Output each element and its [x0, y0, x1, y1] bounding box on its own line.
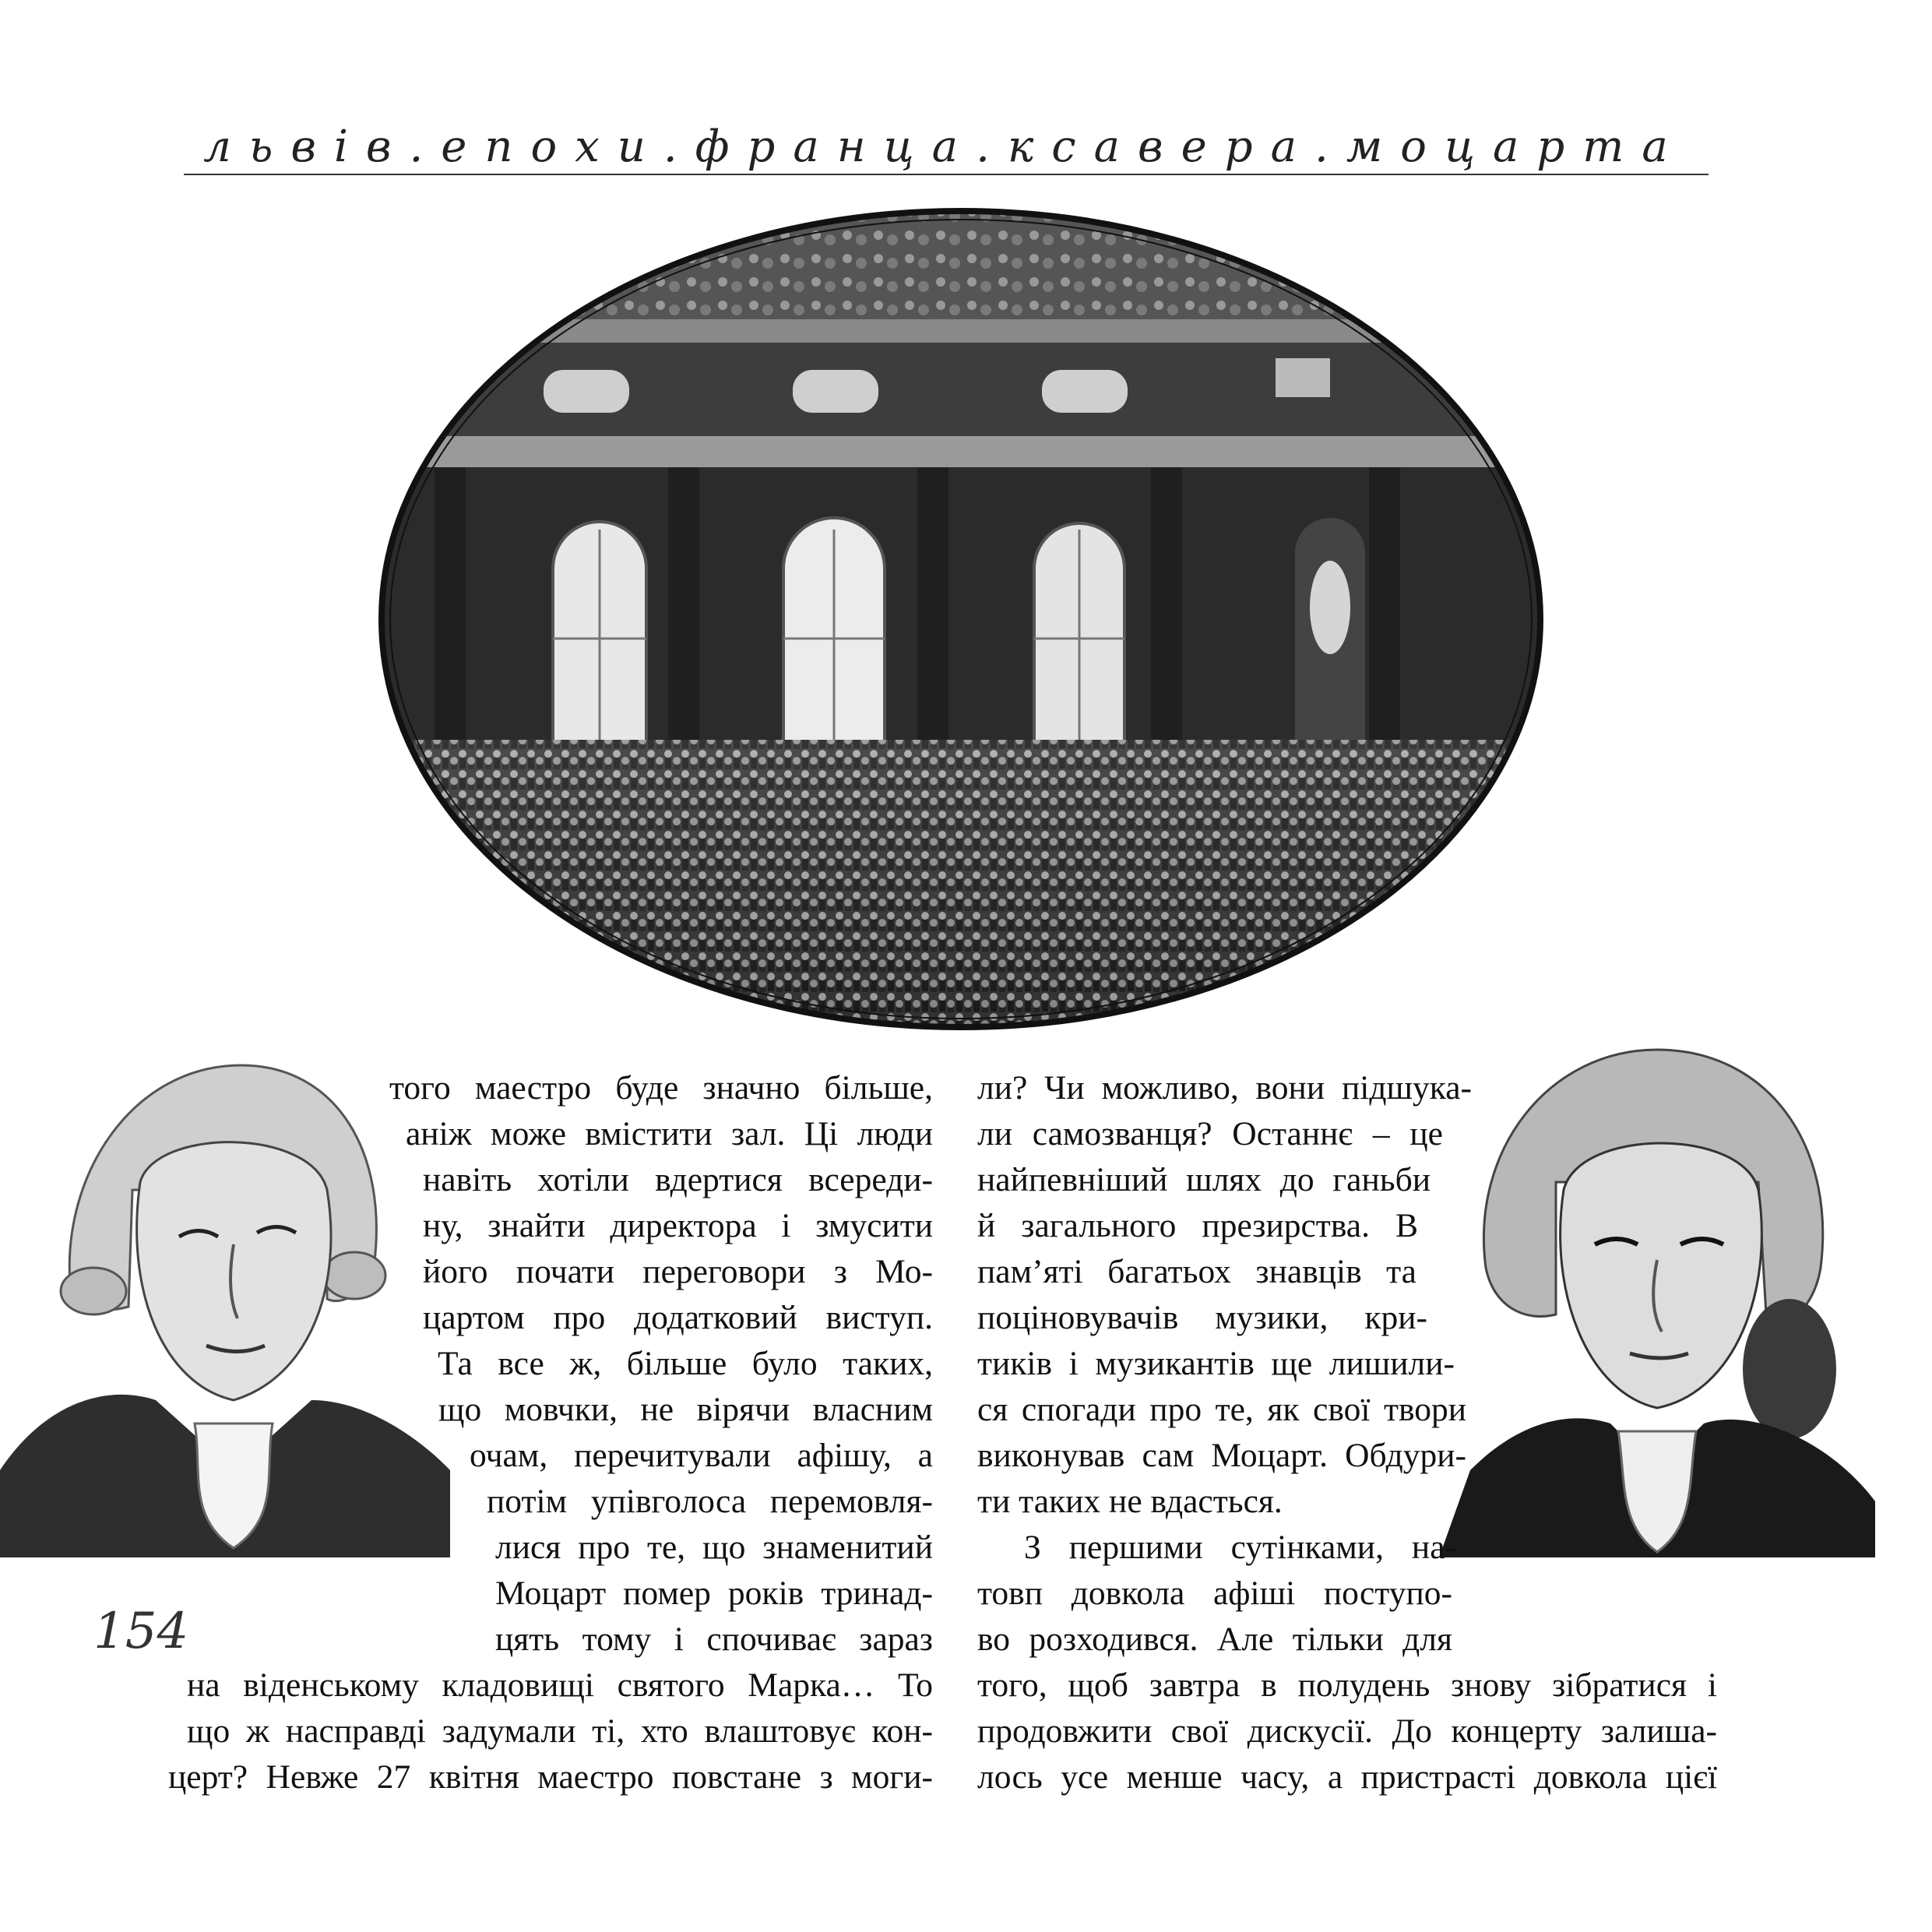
right-column-line: ли самозванця? Останнє – це [977, 1115, 1443, 1153]
header-rule [184, 174, 1709, 175]
left-column-line: того маестро буде значно більше, [389, 1069, 933, 1107]
left-column-line: що ж насправді задумали ті, хто влаштовує кон- [187, 1712, 933, 1750]
right-column-line: З першими сутінками, на- [1024, 1529, 1456, 1566]
right-column-line: того, щоб завтра в полудень знову зібратися і [977, 1666, 1717, 1704]
right-column-line: во розходився. Але тільки для [977, 1621, 1452, 1658]
left-column-line: очам, перечитували афішу, а [470, 1437, 933, 1474]
right-column-line: ся спогади про те, як свої твори [977, 1391, 1466, 1428]
left-column-line: цять тому і спочиває зараз [495, 1621, 933, 1658]
right-column-line: лось усе менше часу, а пристрасті довкола цієї [977, 1758, 1717, 1796]
left-column-line: лися про те, що знаменитий [495, 1529, 933, 1566]
left-column-line: Моцарт помер років тринад- [495, 1575, 933, 1612]
right-column-line: тиків і музикантів ще лишили- [977, 1345, 1455, 1382]
left-column-line: що мовчки, не вірячи власним [438, 1391, 933, 1428]
running-header: львів.епохи.франца.ксавера.моцарта [203, 121, 1686, 172]
left-column-line: потім упівголоса перемовля- [487, 1483, 933, 1520]
right-column-line: пам’яті багатьох знавців та [977, 1253, 1416, 1290]
right-column-line: й загального презирства. В [977, 1207, 1418, 1244]
left-column-line: церт? Невже 27 квітня маестро повстане з моги- [168, 1758, 933, 1796]
right-column-line: товп довкола афіші поступо- [977, 1575, 1452, 1612]
right-column-line: ти таких не вдасться. [977, 1483, 1283, 1520]
page-number: 154 [93, 1603, 189, 1660]
left-column-line: навіть хотіли вдертися всереди- [423, 1161, 933, 1198]
right-column-line: найпевніший шлях до ганьби [977, 1161, 1431, 1198]
concert-hall-engraving [372, 202, 1550, 1036]
left-column-line: цартом про додатковий виступ. [423, 1299, 933, 1336]
right-column-line: виконував сам Моцарт. Обдури- [977, 1437, 1466, 1474]
right-column-line: продовжити свої дискусії. До концерту залиша- [977, 1712, 1717, 1750]
left-column-line: аніж може вмістити зал. Ці люди [406, 1115, 933, 1153]
right-column-line: поціновувачів музики, кри- [977, 1299, 1427, 1336]
left-column-line: ну, знайти директора і змусити [423, 1207, 933, 1244]
left-column-line: Та все ж, більше було таких, [438, 1345, 933, 1382]
left-portrait [0, 1034, 450, 1557]
right-portrait [1439, 1034, 1875, 1557]
left-column-line: його почати переговори з Мо- [423, 1253, 933, 1290]
right-column-line: ли? Чи можливо, вони підшука- [977, 1069, 1472, 1107]
left-column-line: на віденському кладовищі святого Марка… То [187, 1666, 933, 1704]
